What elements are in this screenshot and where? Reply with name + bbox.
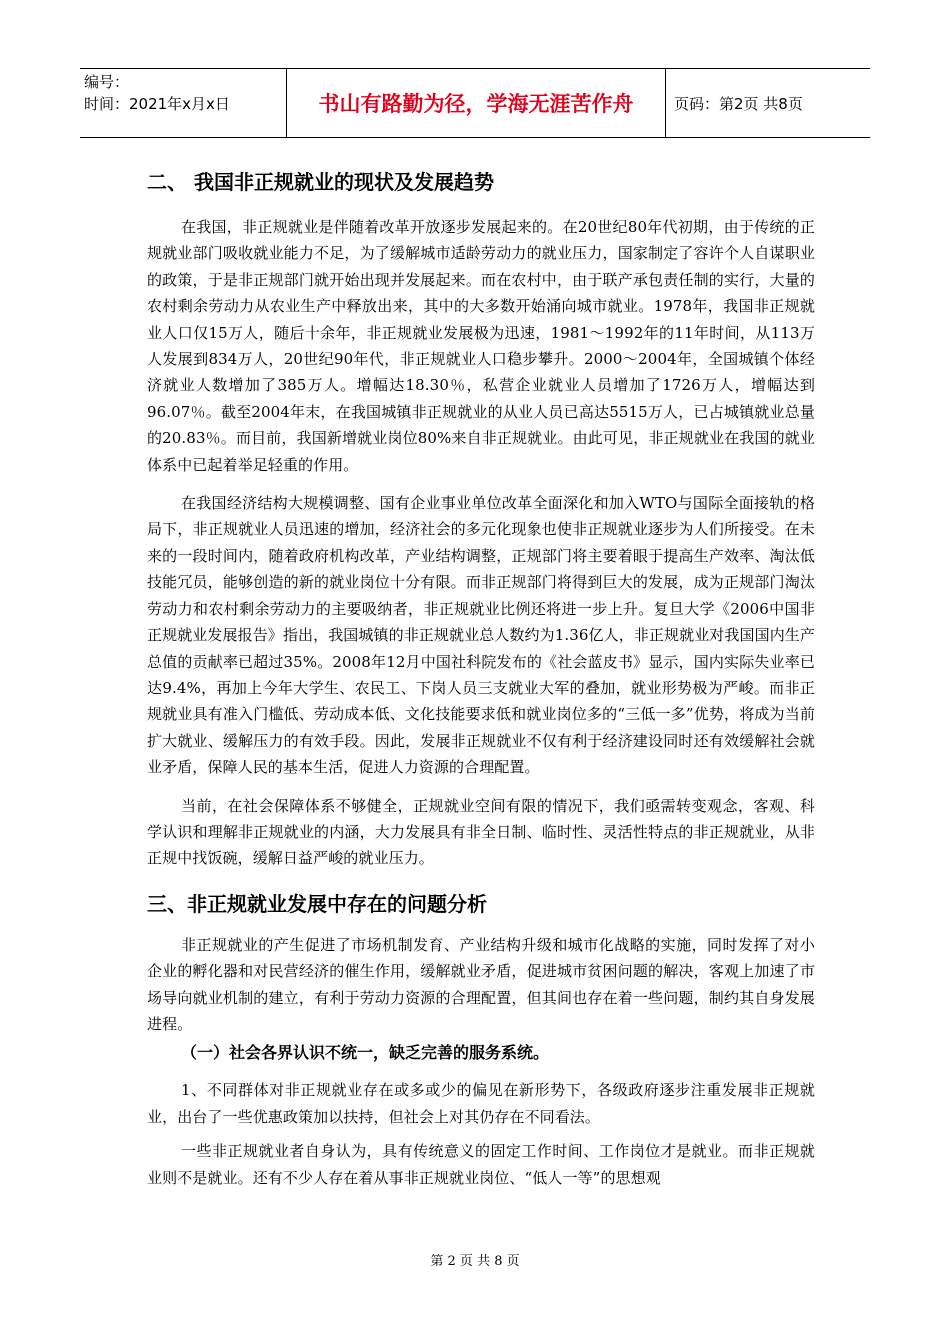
section-3-subheading-1: （一）社会各界认识不统一，缺乏完善的服务系统。 xyxy=(181,1043,550,1063)
header-meta xyxy=(80,69,287,137)
header-page-info: 页码：第2页 共8页 xyxy=(674,94,803,113)
page-footer: 第 2 页 共 8 页 xyxy=(430,1254,520,1269)
section-2-paragraph-3: 当前，在社会保障体系不够健全，正规就业空间有限的情况下，我们亟需转变观念，客观、科学认识和理解非正规就业的内涵，大力发展具有非全日制、临时性、灵活性特点的非正规就业，从非正规中找饭碗，缓解日益严峻的就业压力。 xyxy=(147,796,815,868)
section-2-paragraph-1: 在我国，非正规就业是伴随着改革开放逐步发展起来的。在20世纪80年代初期，由于传统的正规就业部门吸收就业能力不足，为了缓解城市适龄劳动力的就业压力，国家制定了容许个人自谋职业的政策，于是非正规部门就开始出现并发展起来。而在农村中，由于联产承包责任制的实行，大量的农村剩余劳动力从农业生产中释放出来，其中的大多数开始涌向城市就业。1978年，我国非正规就业人口仅15万人，随后十余年，非正规就业发展极为迅速，1981～1992年的11年时间，从113万人发展到834万人，20世纪90年代，非正规就业人口稳步攀升。2000～2004年，全国城镇个体经济就业人数增加了385万人。增幅达18.30％，私营企业就业人员增加了1726万人，增幅达到96.07％。截至2004年末，在我国城镇非正规就业的从业人员已高达5515万人，已占城镇就业总量的20.83％。而目前，我国新增就业岗位80%来自非正规就业。由此可见，非正规就业在我国的就业体系中已起着举足轻重的作用。 xyxy=(147,218,815,474)
document-body xyxy=(147,162,815,1191)
section-3-paragraph-3: 一些非正规就业者自身认为，具有传统意义的固定工作时间、工作岗位才是就业。而非正规就业则不是就业。还有不少人存在着从事非正规就业岗位、“低人一等”的思想观 xyxy=(147,1142,815,1187)
page-header xyxy=(80,68,870,138)
section-2-heading: 二、 我国非正规就业的现状及发展趋势 xyxy=(147,170,494,194)
document-date-label: 时间：2021年x月x日 xyxy=(84,95,230,113)
section-3-paragraph-2: 1、不同群体对非正规就业存在或多或少的偏见在新形势下，各级政府逐步注重发展非正规就业，出台了一些优惠政策加以扶持，但社会上对其仍存在不同看法。 xyxy=(147,1081,815,1126)
document-number-label: 编号： xyxy=(84,73,130,91)
section-3-paragraph-1: 非正规就业的产生促进了市场机制发育、产业结构升级和城市化战略的实施，同时发挥了对小企业的孵化器和对民营经济的催生作用，缓解就业矛盾，促进城市贫困问题的解决，客观上加速了市场导向就业机制的建立，有利于劳动力资源的合理配置，但其间也存在着一些问题，制约其自身发展进程。 xyxy=(147,935,815,1033)
section-2-paragraph-2: 在我国经济结构大规模调整、国有企业事业单位改革全面深化和加入WTO与国际全面接轨的格局下，非正规就业人员迅速的增加，经济社会的多元化现象也使非正规就业逐步为人们所接受。在未来的一段时间内，随着政府机构改革，产业结构调整，正规部门将主要着眼于提高生产效率、淘汰低技能冗员，能够创造的新的就业岗位十分有限。而非正规部门将得到巨大的发展，成为正规部门淘汰劳动力和农村剩余劳动力的主要吸纳者，非正规就业比例还将进一步上升。复旦大学《2006中国非正规就业发展报告》指出，我国城镇的非正规就业总人数约为1.36亿人，非正规就业对我国国内生产总值的贡献率已超过35%。2008年12月中国社科院发布的《社会蓝皮书》显示，国内实际失业率已达9.4%，再加上今年大学生、农民工、下岗人员三支就业大军的叠加，就业形势极为严峻。而非正规就业具有准入门槛低、劳动成本低、文化技能要求低和就业岗位多的“三低一多”优势，将成为当前扩大就业、缓解压力的有效手段。因此，发展非正规就业不仅有利于经济建设同时还有效缓解社会就业矛盾，保障人民的基本生活，促进人力资源的合理配置。 xyxy=(147,494,816,777)
section-3-heading: 三、非正规就业发展中存在的问题分析 xyxy=(147,891,487,916)
header-motto: 书山有路勤为径，学海无涯苦作舟 xyxy=(287,69,666,137)
